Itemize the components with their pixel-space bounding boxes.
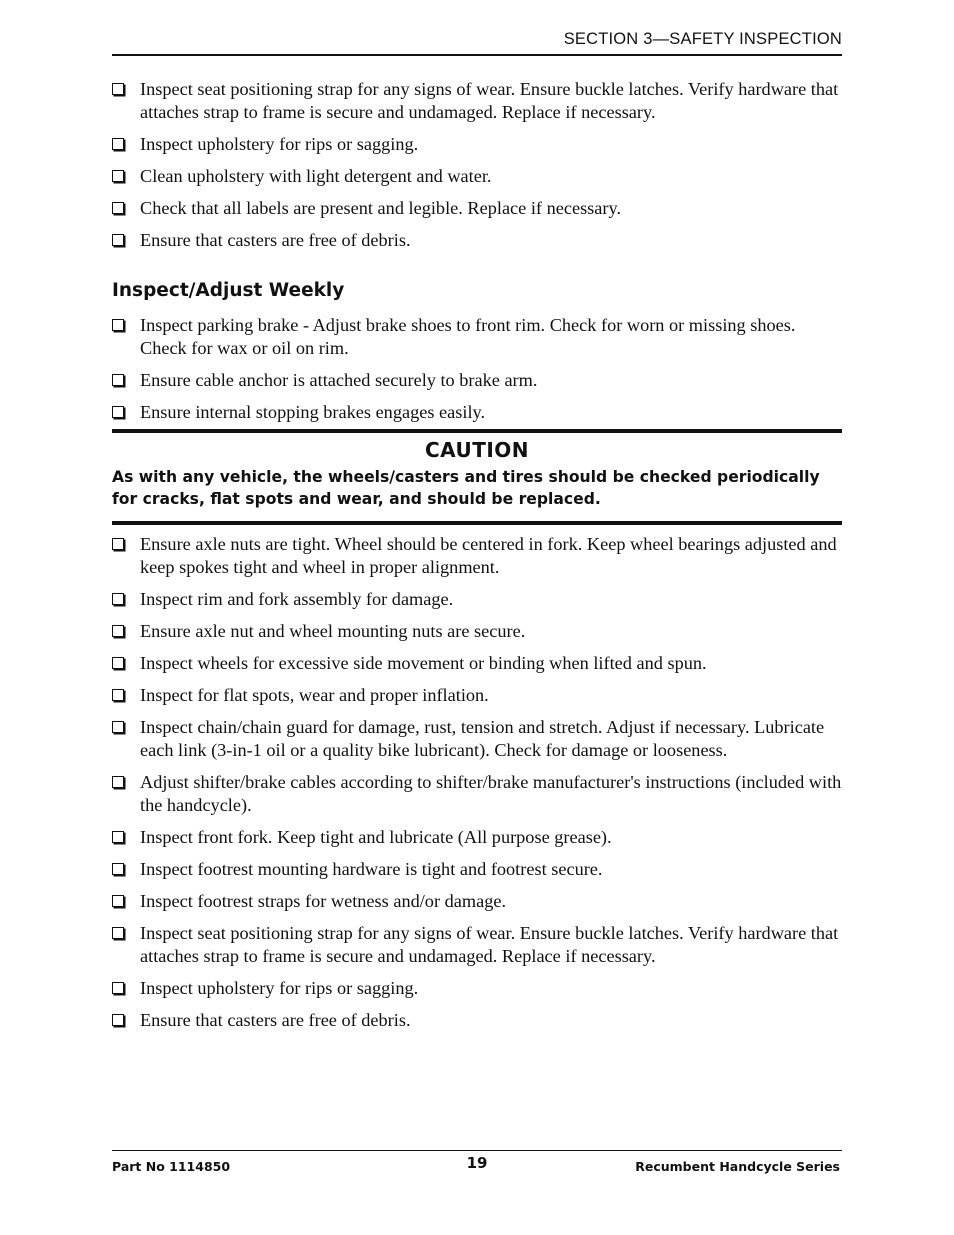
checklist-item: Inspect chain/chain guard for damage, rust, tension and stretch. Adjust if necessary. Lubricate each link (3-in-1 oil or a quality bike lubricant). Check for damage or looseness. <box>112 716 842 762</box>
checklist-item: Adjust shifter/brake cables according to shifter/brake manufacturer's instructions (included with the handcycle). <box>112 771 842 817</box>
checklist-item: Inspect upholstery for rips or sagging. <box>112 977 842 1000</box>
checkbox-icon <box>112 657 124 669</box>
checklist-item: Inspect parking brake - Adjust brake shoes to front rim. Check for worn or missing shoes. Check for wax or oil on rim. <box>112 314 842 360</box>
checklist-item: Inspect upholstery for rips or sagging. <box>112 133 842 156</box>
checkbox-icon <box>112 721 124 733</box>
checkbox-icon <box>112 895 124 907</box>
checkbox-icon <box>112 863 124 875</box>
checklist-item: Ensure that casters are free of debris. <box>112 1009 842 1032</box>
checklist-item: Inspect wheels for excessive side movement or binding when lifted and spun. <box>112 652 842 675</box>
checkbox-icon <box>112 538 124 550</box>
checkbox-icon <box>112 982 124 994</box>
checkbox-icon <box>112 689 124 701</box>
header-rule <box>112 54 842 56</box>
checklist-weekly <box>112 314 842 433</box>
series-name: Recumbent Handcycle Series <box>635 1159 840 1174</box>
checklist-item: Inspect front fork. Keep tight and lubricate (All purpose grease). <box>112 826 842 849</box>
checklist-item: Inspect footrest mounting hardware is tight and footrest secure. <box>112 858 842 881</box>
checkbox-icon <box>112 406 124 418</box>
checklist-item: Ensure axle nut and wheel mounting nuts are secure. <box>112 620 842 643</box>
checklist-item: Inspect rim and fork assembly for damage. <box>112 588 842 611</box>
checklist-wheels <box>112 533 842 1041</box>
checklist-item: Clean upholstery with light detergent and water. <box>112 165 842 188</box>
checkbox-icon <box>112 374 124 386</box>
part-number: Part No 1114850 <box>112 1159 231 1174</box>
checklist-item: Ensure axle nuts are tight. Wheel should be centered in fork. Keep wheel bearings adjusted and keep spokes tight and wheel in proper alignment. <box>112 533 842 579</box>
checkbox-icon <box>112 593 124 605</box>
caution-title: CAUTION <box>424 438 530 462</box>
checklist-item: Inspect seat positioning strap for any signs of wear. Ensure buckle latches. Verify hardware that attaches strap to frame is secure and undamaged. Replace if necessary. <box>112 922 842 968</box>
checklist-item: Inspect seat positioning strap for any signs of wear. Ensure buckle latches. Verify hardware that attaches strap to frame is secure and undamaged. Replace if necessary. <box>112 78 842 124</box>
checkbox-icon <box>112 83 124 95</box>
page-number: 19 <box>466 1154 488 1172</box>
footer-rule <box>112 1150 842 1151</box>
checklist-item: Inspect for flat spots, wear and proper inflation. <box>112 684 842 707</box>
checkbox-icon <box>112 202 124 214</box>
checkbox-icon <box>112 776 124 788</box>
section-title-weekly: Inspect/Adjust Weekly <box>112 280 345 301</box>
caution-bottom-rule <box>112 521 842 525</box>
checkbox-icon <box>112 831 124 843</box>
section-header: SECTION 3—SAFETY INSPECTION <box>563 30 842 48</box>
caution-top-rule <box>112 429 842 433</box>
checkbox-icon <box>112 234 124 246</box>
checkbox-icon <box>112 138 124 150</box>
checklist-item: Check that all labels are present and legible. Replace if necessary. <box>112 197 842 220</box>
checklist-general <box>112 78 842 261</box>
checklist-item: Ensure internal stopping brakes engages easily. <box>112 401 842 424</box>
checklist-item: Ensure cable anchor is attached securely to brake arm. <box>112 369 842 392</box>
checkbox-icon <box>112 625 124 637</box>
caution-text: As with any vehicle, the wheels/casters and tires should be checked periodically for cracks, flat spots and wear, and should be replaced. <box>112 468 820 508</box>
checkbox-icon <box>112 170 124 182</box>
checklist-item: Ensure that casters are free of debris. <box>112 229 842 252</box>
checkbox-icon <box>112 319 124 331</box>
checkbox-icon <box>112 927 124 939</box>
checkbox-icon <box>112 1014 124 1026</box>
checklist-item: Inspect footrest straps for wetness and/or damage. <box>112 890 842 913</box>
